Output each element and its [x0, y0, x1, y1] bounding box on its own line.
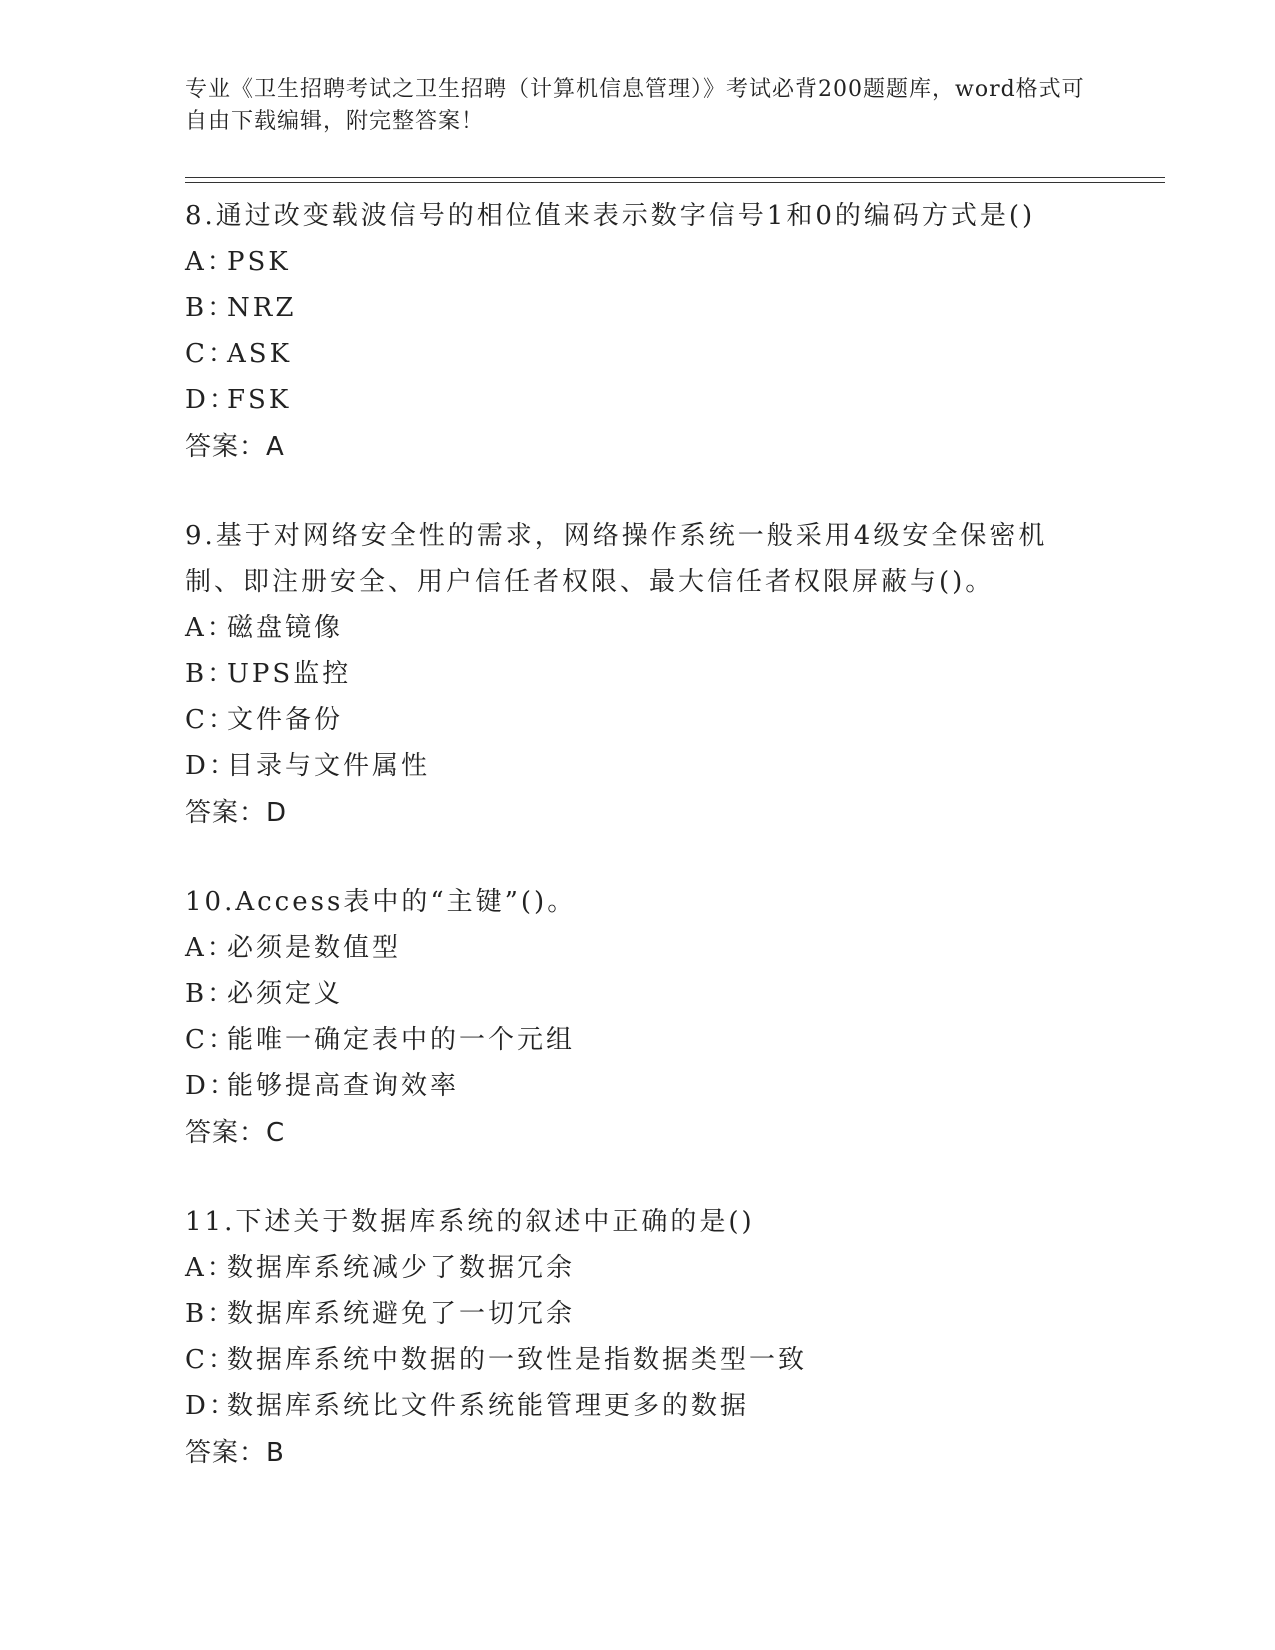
option-key: A： — [185, 247, 236, 277]
option-b — [185, 1291, 1085, 1337]
option-text: 能唯一确定表中的一个元组 — [227, 1025, 576, 1055]
option-text: 目录与文件属性 — [227, 751, 431, 781]
question-stem: 8.通过改变载波信号的相位值来表示数字信号1和0的编码方式是() — [185, 201, 1036, 231]
option-key: D： — [185, 1071, 238, 1101]
option-key: B： — [185, 659, 237, 689]
option-key: B： — [185, 979, 237, 1009]
option-text: 能够提高查询效率 — [227, 1071, 460, 1101]
option-key: A： — [185, 613, 236, 643]
answer-line: 答案：C — [185, 1118, 286, 1148]
option-d — [185, 377, 1085, 423]
answer-line: 答案：D — [185, 798, 288, 828]
option-a — [185, 925, 1085, 971]
option-key: C： — [185, 1025, 237, 1055]
header-divider-double — [185, 182, 1165, 183]
document-header: 专业《卫生招聘考试之卫生招聘（计算机信息管理）》考试必背200题题库，word格式可自由下载编辑，附完整答案！ — [185, 77, 1085, 134]
question-list — [185, 193, 1085, 1519]
option-key: C： — [185, 339, 237, 369]
option-key: C： — [185, 705, 237, 735]
option-b — [185, 285, 1085, 331]
option-text: 文件备份 — [227, 705, 344, 735]
option-text: 磁盘镜像 — [227, 613, 344, 643]
question-stem: 11.下述关于数据库系统的叙述中正确的是() — [185, 1207, 755, 1237]
option-c — [185, 697, 1085, 743]
option-b — [185, 651, 1085, 697]
answer-line: 答案：A — [185, 432, 285, 462]
option-text: UPS监控 — [227, 659, 352, 689]
option-text: 数据库系统比文件系统能管理更多的数据 — [227, 1391, 750, 1421]
option-text: 数据库系统中数据的一致性是指数据类型一致 — [227, 1345, 808, 1375]
option-key: D： — [185, 751, 238, 781]
question-block — [185, 193, 1085, 471]
option-text: 必须是数值型 — [227, 933, 402, 963]
question-stem: 9.基于对网络安全性的需求，网络操作系统一般采用4级安全保密机制、即注册安全、用户信任者权限、最大信任者权限屏蔽与()。 — [185, 521, 1048, 597]
option-text: 数据库系统减少了数据冗余 — [227, 1253, 576, 1283]
option-d — [185, 1063, 1085, 1109]
option-key: A： — [185, 1253, 236, 1283]
answer-line: 答案：B — [185, 1438, 285, 1468]
option-text: PSK — [227, 247, 291, 277]
option-a — [185, 1245, 1085, 1291]
option-key: D： — [185, 1391, 238, 1421]
option-c — [185, 1337, 1085, 1383]
option-key: A： — [185, 933, 236, 963]
question-block — [185, 513, 1085, 837]
option-text: 数据库系统避免了一切冗余 — [227, 1299, 576, 1329]
option-a — [185, 239, 1085, 285]
option-c — [185, 331, 1085, 377]
option-text: ASK — [227, 339, 293, 369]
question-stem: 10.Access表中的“主键”()。 — [185, 887, 577, 917]
option-key: B： — [185, 293, 237, 323]
option-key: D： — [185, 385, 238, 415]
option-key: C： — [185, 1345, 237, 1375]
option-text: 必须定义 — [227, 979, 344, 1009]
question-block — [185, 879, 1085, 1157]
option-a — [185, 605, 1085, 651]
option-d — [185, 1383, 1085, 1429]
question-block — [185, 1199, 1085, 1477]
header-divider — [185, 177, 1165, 178]
option-b — [185, 971, 1085, 1017]
option-c — [185, 1017, 1085, 1063]
option-d — [185, 743, 1085, 789]
option-text: NRZ — [227, 293, 297, 323]
option-key: B： — [185, 1299, 237, 1329]
option-text: FSK — [227, 385, 292, 415]
